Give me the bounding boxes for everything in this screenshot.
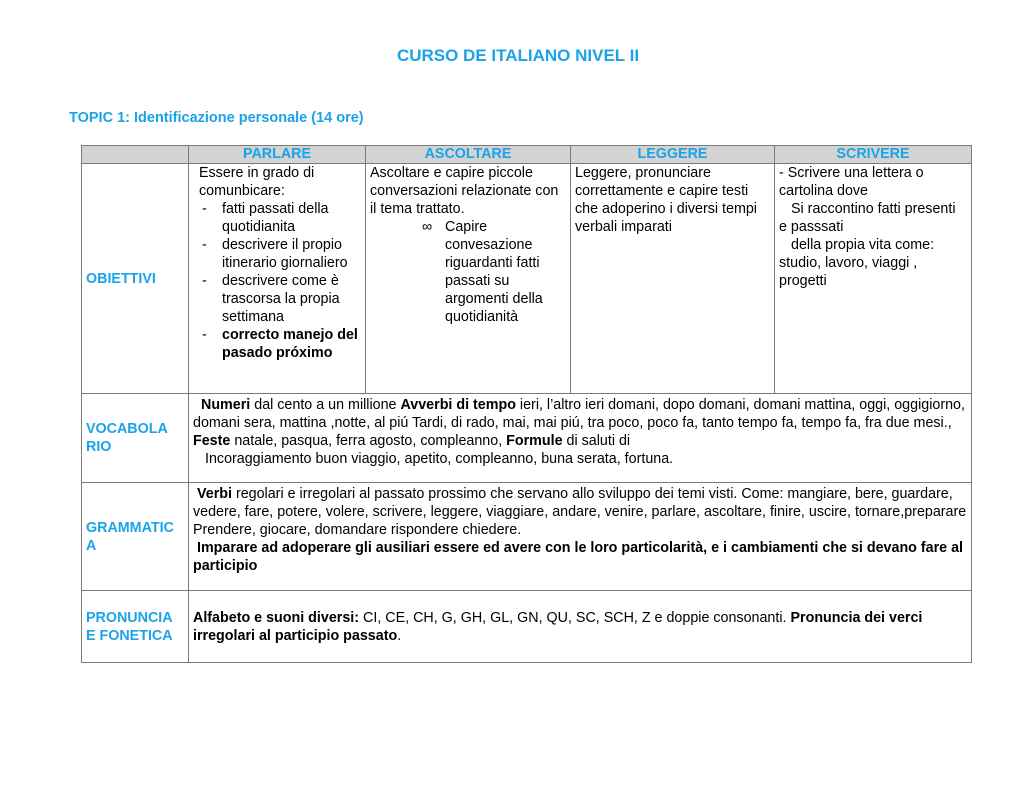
row-label-obiettivi: OBIETTIVI (82, 164, 189, 394)
ascoltare-list (370, 218, 566, 326)
cell-parlare (189, 164, 366, 394)
pronuncia-part-3: Pronuncia dei verci irregolari al participio passato (193, 610, 923, 644)
row-label-grammatica: GRAMMATIC A (82, 483, 189, 591)
row-pronuncia (82, 591, 972, 663)
header-empty-cell (82, 146, 189, 164)
feste-text: natale, pasqua, ferra agosto, compleanno, (230, 433, 507, 449)
scrivere-line-2-text: Si raccontino fatti presenti e passsati (779, 201, 956, 235)
col-header-parlare: PARLARE (189, 146, 366, 164)
list-item: ∞ Capire convesazione riguardanti fatti passati su argomenti della quotidianità (445, 218, 566, 326)
list-item: - fatti passati della quotidianita (199, 200, 361, 236)
verbi-label: Verbi (197, 486, 232, 502)
topic-heading: TOPIC 1: Identificazione personale (14 ore) (69, 110, 364, 126)
cell-grammatica (189, 483, 972, 591)
vocabolario-paragraph (193, 396, 967, 450)
scrivere-line-3 (779, 236, 967, 290)
col-header-ascoltare: ASCOLTARE (366, 146, 571, 164)
col-header-scrivere: SCRIVERE (775, 146, 972, 164)
row-label-vocabolario: VOCABOLA RIO (82, 394, 189, 483)
header-row (82, 146, 972, 164)
pronuncia-part-1: Alfabeto e suoni diversi: (193, 610, 360, 626)
numeri-text: dal cento a un millione (250, 397, 401, 413)
cell-vocabolario (189, 394, 972, 483)
col-header-leggere: LEGGERE (571, 146, 775, 164)
list-item: - descrivere come è trascorsa la propia settimana (199, 272, 361, 326)
formule-text: di saluti di (562, 433, 631, 449)
vocabolario-line-2: Incoraggiamento buon viaggio, apetito, compleanno, buna serata, fortuna. (205, 451, 674, 467)
cell-scrivere (775, 164, 972, 394)
formule-label: Formule (506, 433, 563, 449)
cell-pronuncia (189, 591, 972, 663)
numeri-label: Numeri (201, 397, 251, 413)
cell-ascoltare (366, 164, 571, 394)
ascoltare-intro: Ascoltare e capire piccole conversazioni relazionate con il tema trattato. (370, 165, 559, 217)
grammatica-bold-text: Imparare ad adoperare gli ausiliari essere ed avere con le loro particolarità, e i cambiamenti che si devano fare al participio (193, 540, 964, 574)
list-item: - descrivere il propio itinerario giornaliero (199, 236, 361, 272)
avverbi-text: ieri, l’altro ieri domani, dopo domani, domani mattina, oggi, oggigiorno, domani sera, mattina ,notte, al piú Tardi, di rado, mai, mai piú, tra poco, poco fa, tanto tempo fa, tempo fa, fra due mesi., (193, 397, 965, 431)
feste-label: Feste (193, 433, 231, 449)
course-table (81, 145, 972, 663)
parlare-list (199, 200, 361, 362)
row-grammatica (82, 483, 972, 591)
avverbi-label: Avverbi di tempo (400, 397, 516, 413)
pronuncia-paragraph (193, 609, 967, 645)
verbi-text: regolari e irregolari al passato prossimo che servano allo sviluppo dei temi visti. Come: mangiare, bere, guardare, vedere, fare, potere, volere, scrivere, leggere, viaggiare, andare, venire, parlare, ascoltare, finire, uscire, tornare,preparare Prendere, giocare, domandare rispondere chiedere. (193, 486, 967, 538)
cell-leggere: Leggere, pronunciare correttamente e capire testi che adoperino i diversi tempi verbali imparati (571, 164, 775, 394)
row-label-pronuncia (82, 591, 189, 663)
row-obiettivi (82, 164, 972, 394)
list-item-bold (199, 326, 361, 362)
document-title: CURSO DE ITALIANO NIVEL II (396, 46, 640, 65)
scrivere-line-2 (779, 200, 967, 236)
parlare-intro: Essere in grado di comunbicare: (199, 165, 315, 199)
pronuncia-part-2: CI, CE, CH, G, GH, GL, GN, QU, SC, SCH, Z e doppie consonanti. (359, 610, 791, 626)
grammatica-bold-paragraph (193, 539, 967, 575)
scrivere-line-3-text: della propia vita come: studio, lavoro, viaggi , progetti (779, 237, 935, 289)
pronuncia-part-4: . (397, 628, 402, 644)
bold-item-text: correcto manejo del pasado próximo (222, 327, 358, 361)
row-vocabolario (82, 394, 972, 483)
scrivere-line-1: - Scrivere una lettera o cartolina dove (779, 165, 924, 199)
grammatica-paragraph (193, 485, 967, 539)
pronuncia-label-text: PRONUNCIA E FONETICA (86, 610, 173, 644)
